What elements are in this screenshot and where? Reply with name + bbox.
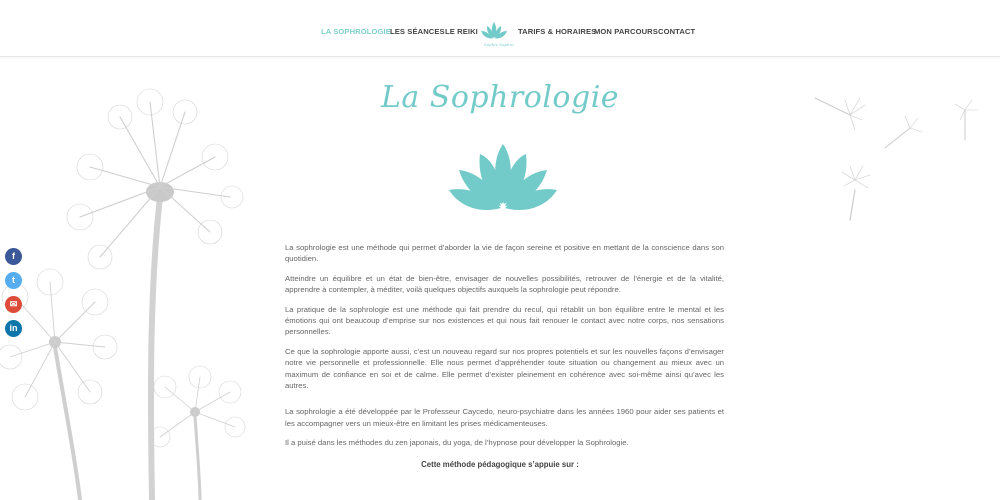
paragraph: Ce que la sophrologie apporte aussi, c’est un nouveau regard sur nos propres potentiels et sur les nouvelles façons d’envisager notre vie personnelle et professionnelle. Elle nous permet d’appréhender toute situation ou changement au mieux avec un maximum de confiance en soi et de calme. Elle permet d’exister pleinement en cohérence avec soi-même ainsi qu’avec les autres.: [285, 346, 724, 391]
nav-item-les-seances[interactable]: LES SÉANCES: [390, 27, 445, 36]
main-content: [285, 242, 724, 449]
site-header: [0, 0, 1000, 57]
facebook-icon: f: [12, 251, 15, 261]
email-share-button[interactable]: [5, 296, 22, 313]
nav-item-la-sophrologie[interactable]: LA SOPHROLOGIE: [321, 27, 391, 36]
nav-item-le-reiki[interactable]: LE REIKI: [445, 27, 478, 36]
nav-item-contact[interactable]: CONTACT: [658, 27, 696, 36]
lotus-icon: [447, 142, 559, 216]
facebook-share-button[interactable]: [5, 248, 22, 265]
linkedin-icon: in: [9, 323, 18, 333]
logo-text: Sophie Sophro: [484, 42, 514, 47]
mail-icon: ✉: [9, 299, 18, 309]
method-heading: Cette méthode pédagogique s’appuie sur :: [421, 460, 579, 469]
twitter-share-button[interactable]: [5, 272, 22, 289]
main-nav: [0, 0, 1000, 56]
nav-item-tarifs-horaires[interactable]: TARIFS & HORAIRES: [518, 27, 597, 36]
paragraph: La pratique de la sophrologie est une méthode qui fait prendre du recul, qui rétablit un bon équilibre entre le mental et les émotions qui ont beaucoup d’emprise sur nos existences et qui nous fait renouer le contact avec notre corps, nos sensations personnelles.: [285, 304, 724, 337]
linkedin-share-button[interactable]: [5, 320, 22, 337]
twitter-icon: t: [12, 275, 15, 285]
dandelion-illustration-left: [0, 57, 260, 500]
paragraph: Atteindre un équilibre et un état de bien-être, envisager de nouvelles possibilités, retrouver de l’énergie et de la vitalité, apprendre à contempler, à méditer, voilà quelques objectifs auxquels la sophrologie peut répondre.: [285, 273, 724, 295]
nav-item-mon-parcours[interactable]: MON PARCOURS: [594, 27, 658, 36]
paragraph: Il a puisé dans les méthodes du zen japonais, du yoga, de l’hypnose pour développer la Sophrologie.: [285, 438, 629, 448]
page-title: La Sophrologie: [380, 80, 620, 115]
paragraph: La sophrologie est une méthode qui permet d’aborder la vie de façon sereine et positive en mettant de la conscience dans son quotidien.: [285, 243, 724, 264]
paragraph: La sophrologie a été développée par le Professeur Caycedo, neuro-psychiatre dans les années 1960 pour aider ses patients et les accompagner vers un mieux-être en limitant les prises médicamenteuses.: [285, 407, 724, 428]
